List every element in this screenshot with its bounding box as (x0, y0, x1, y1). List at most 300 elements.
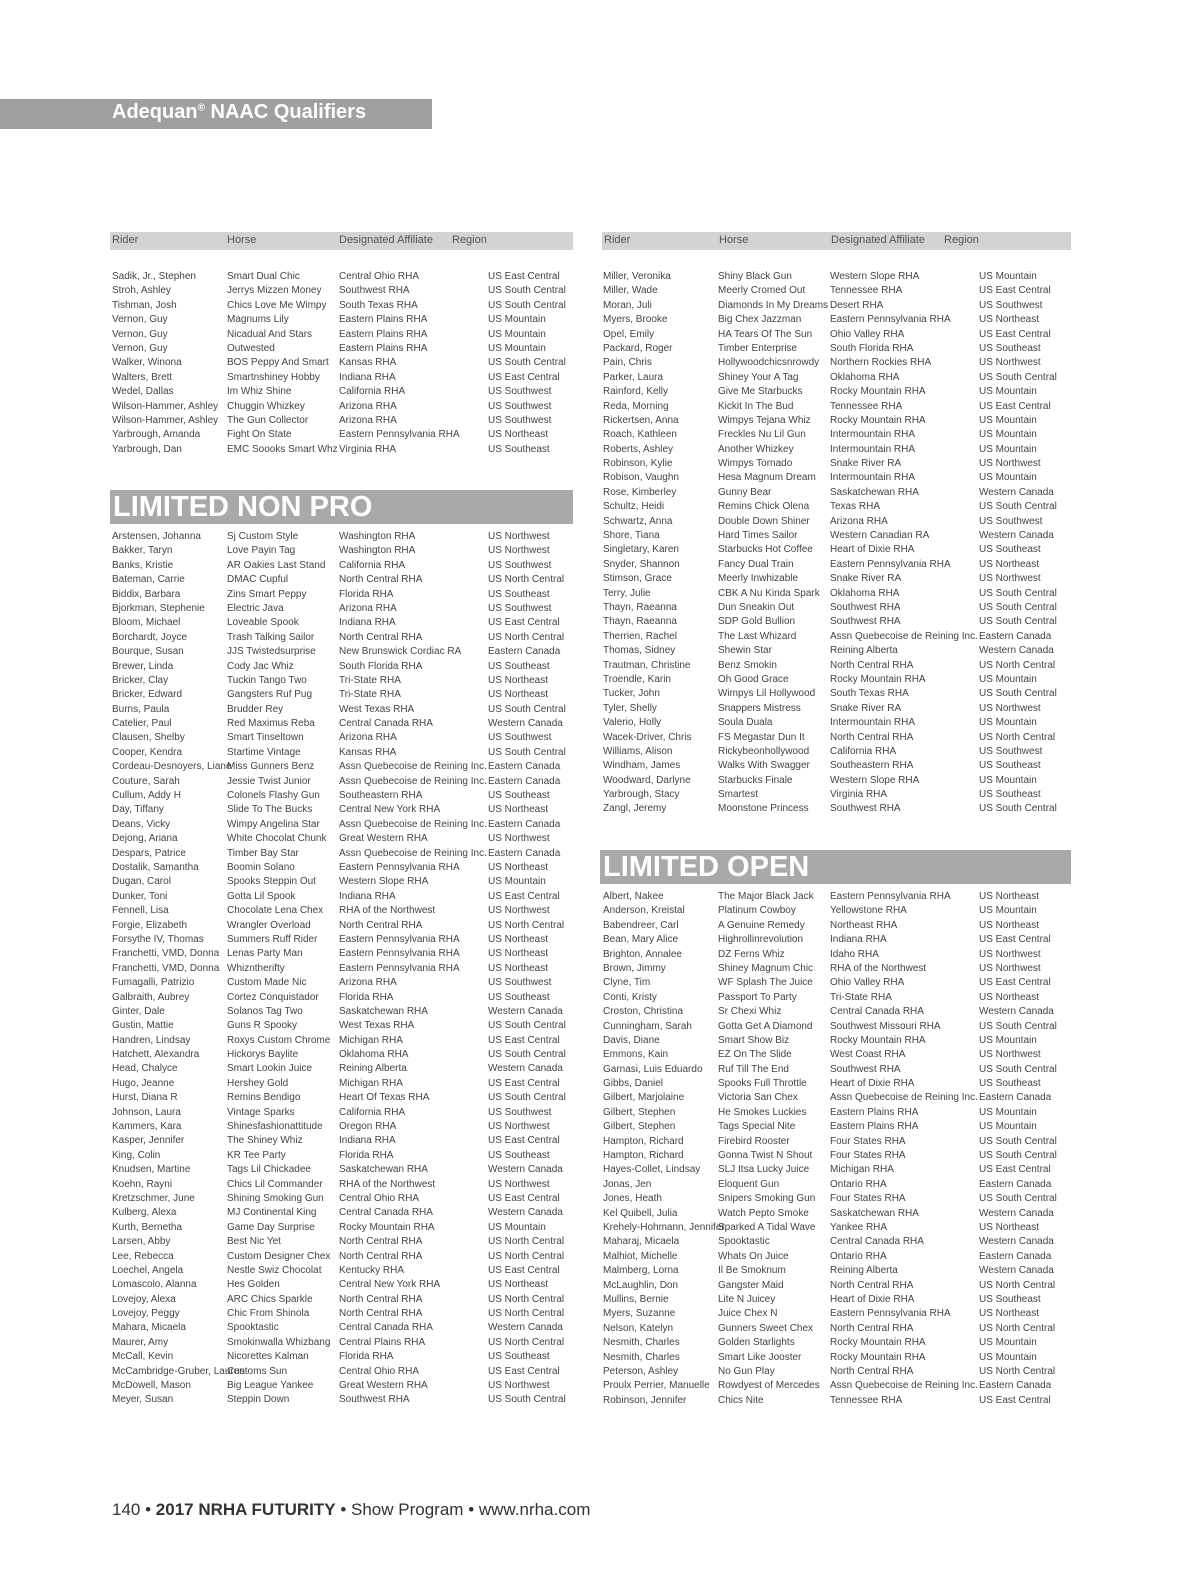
rider-name: Wilson-Hammer, Ashley (112, 400, 219, 412)
rider-name: Nesmith, Charles (603, 1351, 680, 1363)
affiliate-name: Western Canadian RA (830, 530, 930, 542)
affiliate-name: California RHA (339, 386, 406, 398)
horse-name: Smartnshiney Hobby (227, 371, 320, 383)
horse-name: Outwested (227, 342, 275, 354)
region-name: Western Canada (979, 530, 1054, 542)
rider-name: Thomas, Sidney (603, 645, 676, 657)
column-header-left (110, 232, 573, 250)
affiliate-name: California RHA (339, 1106, 406, 1118)
rider-name: Nelson, Katelyn (603, 1322, 674, 1334)
horse-name: Shiney Magnum Chic (718, 962, 814, 974)
affiliate-name: Western Slope RHA (339, 876, 429, 888)
affiliate-name: Florida RHA (339, 991, 394, 1003)
affiliate-name: South Florida RHA (830, 342, 914, 354)
rider-name: Jonas, Jen (603, 1178, 652, 1190)
region-name: US South Central (979, 1150, 1057, 1162)
region-name: US Mountain (488, 876, 546, 888)
horse-name: Fight On State (227, 429, 292, 441)
affiliate-name: Indiana RHA (339, 890, 396, 902)
affiliate-name: Tennessee RHA (830, 400, 903, 412)
horse-name: Firebird Rooster (718, 1135, 790, 1147)
affiliate-name: Eastern Plains RHA (339, 328, 428, 340)
region-name: US Southeast (979, 1293, 1041, 1305)
rider-name: McCall, Kevin (112, 1351, 174, 1363)
region-name: US Southwest (488, 386, 552, 398)
affiliate-name: Arizona RHA (339, 400, 397, 412)
horse-name: Cortez Conquistador (227, 991, 319, 1003)
rider-name: Larsen, Abby (112, 1236, 171, 1248)
region-name: US Southeast (488, 790, 550, 802)
horse-name: HA Tears Of The Sun (718, 328, 813, 340)
region-name: US Northeast (488, 948, 549, 960)
page-number: 140 (112, 1500, 141, 1519)
region-name: US East Central (979, 977, 1051, 989)
region-name: US Mountain (488, 1221, 546, 1233)
rider-name: Clyne, Tim (603, 977, 651, 989)
region-name: US Mountain (979, 429, 1037, 441)
affiliate-name: North Central RHA (830, 1322, 914, 1334)
rider-name: Malhiot, Michelle (603, 1250, 678, 1262)
website-url: www.nrha.com (478, 1500, 591, 1519)
horse-name: Spooktastic (227, 1322, 279, 1334)
affiliate-name: South Florida RHA (339, 660, 423, 672)
region-name: US North Central (488, 1308, 565, 1320)
region-name: US South Central (488, 1049, 566, 1061)
rider-name: Rainford, Kelly (603, 386, 669, 398)
region-name: US South Central (979, 688, 1057, 700)
horse-name: Gotta Lil Spook (227, 890, 296, 902)
horse-name: Gangsters Ruf Pug (227, 689, 313, 701)
region-name: US East Central (979, 1394, 1051, 1406)
region-name: US Mountain (979, 414, 1037, 426)
region-name: US East Central (488, 1365, 560, 1377)
rider-name: Knudsen, Martine (112, 1164, 191, 1176)
horse-name: Red Maximus Reba (227, 718, 315, 730)
rider-name: Davis, Diane (603, 1034, 660, 1046)
horse-name: Give Me Starbucks (718, 386, 803, 398)
rider-name: Nesmith, Charles (603, 1337, 680, 1349)
affiliate-name: Arizona RHA (830, 515, 888, 527)
affiliate-name: North Central RHA (830, 1365, 914, 1377)
affiliate-name: Florida RHA (339, 588, 394, 600)
rider-name: Anderson, Kreistal (603, 905, 685, 917)
rider-name: Gilbert, Marjolaine (603, 1092, 685, 1104)
horse-name: Chic From Shinola (227, 1308, 310, 1320)
rider-name: Therrien, Rachel (603, 630, 677, 642)
affiliate-name: Virginia RHA (830, 789, 888, 801)
region-name: US Southwest (979, 745, 1043, 757)
rider-name: Malmberg, Lorna (603, 1265, 679, 1277)
region-name: US Mountain (979, 443, 1037, 455)
rider-name: Croston, Christina (603, 1006, 684, 1018)
rider-name: Ginter, Dale (112, 1005, 165, 1017)
rider-name: King, Colin (112, 1149, 161, 1161)
affiliate-name: Arizona RHA (339, 977, 397, 989)
affiliate-name: Ohio Valley RHA (830, 977, 905, 989)
section-title-limited-open: LIMITED OPEN (600, 850, 1071, 884)
horse-name: The Major Black Jack (718, 891, 814, 902)
region-name: US Northeast (979, 919, 1040, 931)
region-name: US Northeast (488, 689, 549, 701)
rider-name: Bjorkman, Stephenie (112, 602, 205, 614)
horse-name: KR Tee Party (227, 1149, 286, 1161)
horse-name: Gunny Bear (718, 486, 772, 498)
horse-name: Benz Smokin (718, 659, 777, 671)
rider-name: Tucker, John (603, 688, 660, 700)
horse-name: Walks With Swagger (718, 760, 810, 772)
affiliate-name: Ohio Valley RHA (830, 328, 905, 340)
horse-name: Hershey Gold (227, 1077, 289, 1089)
rider-name: Sadik, Jr., Stephen (112, 271, 196, 282)
affiliate-name: Michigan RHA (339, 1034, 403, 1046)
affiliate-name: Central Ohio RHA (339, 1365, 420, 1377)
affiliate-name: Yellowstone RHA (830, 905, 907, 917)
rider-name: Robinson, Kylie (603, 458, 673, 470)
affiliate-name: North Central RHA (339, 1236, 423, 1248)
horse-name: Spooktastic (718, 1236, 770, 1248)
affiliate-name: Yankee RHA (830, 1221, 888, 1233)
horse-name: Steppin Down (227, 1394, 290, 1406)
rider-name: Gilbert, Stephen (603, 1106, 676, 1118)
rider-name: Yarbrough, Dan (112, 443, 182, 455)
region-name: US South Central (488, 299, 566, 311)
region-name: US North Central (488, 919, 565, 931)
region-name: US Mountain (979, 386, 1037, 398)
horse-name: Smart Show Biz (718, 1034, 790, 1046)
horse-name: Sj Custom Style (227, 531, 299, 542)
rider-name: Packard, Roger (603, 342, 673, 354)
horse-name: White Chocolat Chunk (227, 833, 327, 845)
region-name: US Northeast (979, 558, 1040, 570)
affiliate-name: Reining Alberta (830, 645, 898, 657)
region-name: US East Central (488, 617, 560, 629)
horse-name: Shinesfashionattitude (227, 1121, 323, 1133)
affiliate-name: Southwest RHA (830, 1063, 901, 1075)
horse-name: Remins Bendigo (227, 1092, 301, 1104)
region-name: Western Canada (488, 1005, 563, 1017)
affiliate-name: Michigan RHA (339, 1077, 403, 1089)
horse-name: Wimpys Tejana Whiz (718, 414, 811, 426)
region-name: US South Central (488, 1092, 566, 1104)
region-name: US Mountain (488, 328, 546, 340)
horse-name: Smart Like Jooster (718, 1351, 802, 1363)
horse-name: He Smokes Luckies (718, 1106, 807, 1118)
rider-name: Shore, Tiana (603, 530, 660, 542)
horse-name: Smartest (718, 789, 759, 801)
rider-name: Day, Tiffany (112, 804, 164, 816)
affiliate-name: North Central RHA (339, 631, 423, 643)
affiliate-name: Saskatchewan RHA (339, 1005, 428, 1017)
affiliate-name: Central Canada RHA (339, 1322, 433, 1334)
horse-name: Smart Lookin Juice (227, 1063, 313, 1075)
region-name: Western Canada (488, 718, 563, 730)
horse-name: Victoria San Chex (718, 1092, 798, 1104)
affiliate-name: Tri-State RHA (830, 991, 892, 1003)
rider-name: Roberts, Ashley (603, 443, 674, 455)
horse-name: Platinum Cowboy (718, 905, 796, 917)
rider-name: Yarbrough, Amanda (112, 429, 201, 441)
rider-name: Bean, Mary Alice (603, 934, 679, 946)
region-name: US Northwest (979, 357, 1041, 369)
horse-name: A Genuine Remedy (718, 919, 805, 931)
affiliate-name: Rocky Mountain RHA (830, 673, 926, 685)
horse-name: Hesa Magnum Dream (718, 472, 816, 484)
affiliate-name: Southeastern RHA (339, 790, 423, 802)
affiliate-name: Snake River RA (830, 458, 902, 470)
affiliate-name: Central Canada RHA (830, 1236, 924, 1248)
affiliate-name: Eastern Pennsylvania RHA (339, 948, 460, 960)
horse-name: Spooks Steppin Out (227, 876, 316, 888)
region-name: US Northeast (979, 314, 1040, 326)
affiliate-name: RHA of the Northwest (339, 905, 436, 917)
rider-name: Handren, Lindsay (112, 1034, 191, 1046)
col-rider: Rider (604, 234, 631, 246)
affiliate-name: Reining Alberta (830, 1265, 898, 1277)
horse-name: Wimpys Lil Hollywood (718, 688, 816, 700)
horse-name: Gonna Twist N Shout (718, 1150, 813, 1162)
rider-name: Franchetti, VMD, Donna (112, 948, 220, 960)
affiliate-name: North Central RHA (830, 1279, 914, 1291)
horse-name: Colonels Flashy Gun (227, 790, 320, 802)
affiliate-name: Eastern Pennsylvania RHA (830, 1308, 951, 1320)
horse-name: Magnums Lily (227, 314, 289, 326)
rider-name: Forgie, Elizabeth (112, 919, 188, 931)
affiliate-name: North Central RHA (339, 1293, 423, 1305)
rider-name: Dostalik, Samantha (112, 861, 199, 873)
rider-name: Miller, Wade (603, 285, 658, 297)
rider-name: Gilbert, Stephen (603, 1121, 676, 1133)
affiliate-name: Central Ohio RHA (339, 1192, 420, 1204)
rider-name: Fennell, Lisa (112, 905, 169, 917)
region-name: US Northeast (488, 674, 549, 686)
rider-name: Zangl, Jeremy (603, 803, 667, 815)
region-name: US East Central (979, 934, 1051, 946)
rider-name: Tishman, Josh (112, 299, 177, 311)
rider-name: Valerio, Holly (603, 717, 662, 729)
region-name: US Northeast (488, 861, 549, 873)
affiliate-name: Southwest RHA (830, 803, 901, 815)
affiliate-name: Saskatchewan RHA (830, 486, 919, 498)
rider-name: Miller, Veronika (603, 271, 671, 282)
rider-name: Pain, Chris (603, 357, 652, 369)
rider-name: Trautman, Christine (603, 659, 691, 671)
region-name: US East Central (488, 890, 560, 902)
rider-name: Dugan, Carol (112, 876, 171, 888)
affiliate-name: Oklahoma RHA (830, 371, 900, 383)
affiliate-name: Eastern Pennsylvania RHA (339, 861, 460, 873)
rider-name: Moran, Juli (603, 299, 652, 311)
affiliate-name: Heart Of Texas RHA (339, 1092, 430, 1104)
affiliate-name: North Central RHA (830, 731, 914, 743)
page-header-banner (0, 99, 432, 129)
horse-name: EMC Soooks Smart Whz (227, 443, 338, 455)
horse-name: Wrangler Overload (227, 919, 311, 931)
affiliate-name: California RHA (830, 745, 897, 757)
horse-name: Hickorys Baylite (227, 1049, 299, 1061)
affiliate-name: Eastern Pennsylvania RHA (339, 962, 460, 974)
rider-name: Reda, Morning (603, 400, 669, 412)
region-name: US East Central (979, 400, 1051, 412)
rider-name: Cooper, Kendra (112, 746, 183, 758)
affiliate-name: Eastern Pennsylvania RHA (830, 891, 951, 902)
affiliate-name: Four States RHA (830, 1150, 906, 1162)
horse-name: Jessie Twist Junior (227, 775, 311, 787)
region-name: US North Central (488, 574, 565, 586)
horse-name: Miss Gunners Benz (227, 761, 315, 773)
horse-name: Gotta Get A Diamond (718, 1020, 813, 1032)
rider-name: Troendle, Karin (603, 673, 671, 685)
horse-name: Another Whizkey (718, 443, 794, 455)
rider-name: Vernon, Guy (112, 314, 168, 326)
rider-name: Opel, Emily (603, 328, 655, 340)
rider-name: Biddix, Barbara (112, 588, 181, 600)
region-name: US Mountain (979, 774, 1037, 786)
horse-name: Meerly Inwhizable (718, 573, 799, 585)
rider-name: Thayn, Raeanna (603, 601, 677, 613)
horse-name: Oh Good Grace (718, 673, 789, 685)
rider-name: Terry, Julie (603, 587, 651, 599)
horse-name: Boomin Solano (227, 861, 295, 873)
horse-name: Lenas Party Man (227, 948, 303, 960)
region-name: Eastern Canada (979, 1092, 1052, 1104)
horse-name: Tags Lil Chickadee (227, 1164, 311, 1176)
horse-name: Freckles Nu Lil Gun (718, 429, 806, 441)
horse-name: Snipers Smoking Gun (718, 1193, 816, 1205)
region-name: US South Central (488, 703, 566, 715)
affiliate-name: Washington RHA (339, 545, 416, 557)
horse-name: Guns R Spooky (227, 1020, 298, 1032)
rider-name: Lomascolo, Alanna (112, 1279, 197, 1291)
region-name: US Northwest (488, 545, 550, 557)
rider-name: Bourque, Susan (112, 646, 184, 658)
horse-name: Lite N Juicey (718, 1293, 776, 1305)
affiliate-name: Assn Quebecoise de Reining Inc. (339, 818, 487, 830)
col-rider: Rider (112, 234, 139, 246)
rider-name: Hampton, Richard (603, 1135, 684, 1147)
rider-name: Brighton, Annalee (603, 948, 682, 960)
region-name: US Northwest (979, 573, 1041, 585)
region-name: US Southwest (488, 559, 552, 571)
rider-name: Bateman, Carrie (112, 574, 185, 586)
region-name: US Northwest (488, 1121, 550, 1133)
rider-name: Wilson-Hammer, Ashley (112, 414, 219, 426)
rider-name: Krehely-Hohmann, Jennifer (603, 1221, 725, 1233)
region-name: US South Central (488, 1020, 566, 1032)
region-name: Eastern Canada (488, 775, 561, 787)
affiliate-name: Assn Quebecoise de Reining Inc. (339, 761, 487, 773)
affiliate-name: Indiana RHA (339, 617, 396, 629)
affiliate-name: Eastern Pennsylvania RHA (830, 558, 951, 570)
region-name: Eastern Canada (488, 818, 561, 830)
affiliate-name: Virginia RHA (339, 443, 397, 455)
horse-name: No Gun Play (718, 1365, 775, 1377)
region-name: US Southwest (488, 977, 552, 989)
horse-name: Big Chex Jazzman (718, 314, 802, 326)
horse-name: Custom Made Nic (227, 977, 307, 989)
region-name: US Southeast (979, 544, 1041, 556)
region-name: Western Canada (979, 1236, 1054, 1248)
rider-name: Schwartz, Anna (603, 515, 673, 527)
region-name: US North Central (979, 1365, 1056, 1377)
affiliate-name: Snake River RA (830, 573, 902, 585)
rider-name: Lee, Rebecca (112, 1250, 174, 1262)
horse-name: SDP Gold Bullion (718, 616, 796, 628)
region-name: US Northwest (979, 948, 1041, 960)
rider-name: Maurer, Amy (112, 1336, 169, 1348)
region-name: US Northwest (488, 531, 550, 542)
rider-name: Hatchett, Alexandra (112, 1049, 200, 1061)
horse-name: Jerrys Mizzen Money (227, 285, 322, 297)
horse-name: Fancy Dual Train (718, 558, 794, 570)
region-name: US Southeast (979, 760, 1041, 772)
rider-name: Kasper, Jennifer (112, 1135, 185, 1147)
rider-name: Galbraith, Aubrey (112, 991, 190, 1003)
rider-name: Brewer, Linda (112, 660, 174, 672)
horse-name: Gunners Sweet Chex (718, 1322, 814, 1334)
affiliate-name: Central Ohio RHA (339, 271, 420, 282)
horse-name: Remins Chick Olena (718, 501, 810, 513)
region-name: US East Central (488, 1192, 560, 1204)
rider-name: Woodward, Darlyne (603, 774, 691, 786)
region-name: US Southwest (488, 1106, 552, 1118)
horse-name: Diamonds In My Dreams (718, 299, 829, 311)
affiliate-name: California RHA (339, 559, 406, 571)
affiliate-name: Oregon RHA (339, 1121, 397, 1133)
region-name: US Northeast (488, 933, 549, 945)
rider-name: Mullins, Bernie (603, 1293, 669, 1305)
affiliate-name: Eastern Plains RHA (339, 314, 428, 326)
region-name: US Mountain (979, 1351, 1037, 1363)
horse-name: AR Oakies Last Stand (227, 559, 326, 571)
horse-name: Slide To The Bucks (227, 804, 313, 816)
rider-name: Johnson, Laura (112, 1106, 181, 1118)
horse-name: Custom Designer Chex (227, 1250, 331, 1262)
affiliate-name: Reining Alberta (339, 1063, 407, 1075)
region-name: US South Central (979, 1135, 1057, 1147)
region-name: US East Central (488, 1135, 560, 1147)
horse-name: Smart Dual Chic (227, 271, 300, 282)
affiliate-name: Ontario RHA (830, 1178, 887, 1190)
region-name: US Mountain (979, 1034, 1037, 1046)
region-name: US East Central (488, 1034, 560, 1046)
affiliate-name: Ontario RHA (830, 1250, 887, 1262)
event-name: 2017 NRHA FUTURITY (155, 1500, 336, 1519)
rider-name: Franchetti, VMD, Donna (112, 962, 220, 974)
rider-name: Vernon, Guy (112, 342, 168, 354)
region-name: US South Central (979, 803, 1057, 815)
horse-name: Chics Love Me Wimpy (227, 299, 327, 311)
horse-name: Solanos Tag Two (227, 1005, 303, 1017)
horse-name: Snappers Mistress (718, 702, 801, 714)
affiliate-name: West Texas RHA (339, 703, 415, 715)
region-name: US East Central (488, 371, 560, 383)
rider-name: Meyer, Susan (112, 1394, 174, 1406)
rider-name: Gibbs, Daniel (603, 1078, 664, 1090)
rider-name: Hayes-Collet, Lindsay (603, 1164, 701, 1176)
region-name: Western Canada (979, 486, 1054, 498)
region-name: US Northeast (488, 429, 549, 441)
rider-name: McLaughlin, Don (603, 1279, 679, 1291)
rider-name: Bakker, Taryn (112, 545, 173, 557)
affiliate-name: Western Slope RHA (830, 774, 920, 786)
affiliate-name: Assn Quebecoise de Reining Inc. (830, 1380, 978, 1392)
affiliate-name: Tennessee RHA (830, 285, 903, 297)
region-name: US Southeast (979, 789, 1041, 801)
region-name: US East Central (979, 1164, 1051, 1176)
region-name: Eastern Canada (979, 1380, 1052, 1392)
rider-name: Garnasi, Luis Eduardo (603, 1063, 703, 1075)
affiliate-name: Rocky Mountain RHA (339, 1221, 435, 1233)
